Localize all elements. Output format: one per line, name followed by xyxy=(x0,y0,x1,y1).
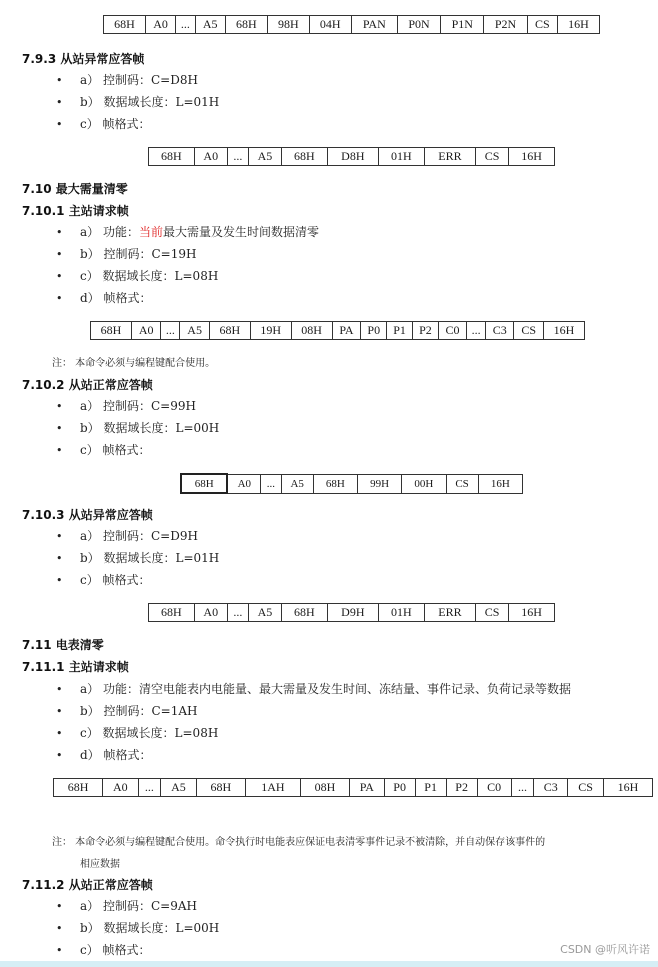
frame-cell: ERR xyxy=(424,604,475,622)
frame-cell: 98H xyxy=(267,16,309,34)
frame-cell: CS xyxy=(476,148,509,166)
frame-cell: A0 xyxy=(145,16,175,34)
frame-cell: ... xyxy=(227,148,248,166)
item-text: b） 控制码：C=19H xyxy=(80,247,197,261)
item-text: d） 帧格式： xyxy=(80,291,152,305)
frame-cell: 16H xyxy=(478,474,522,493)
frame-cell: 68H xyxy=(149,604,195,622)
list-item xyxy=(56,571,151,588)
frame-cell: C0 xyxy=(477,779,511,797)
frame-cell: PA xyxy=(332,322,361,340)
frame-cell: ... xyxy=(161,322,180,340)
bullet: • xyxy=(56,944,63,957)
watermark: CSDN @听风许诺 xyxy=(560,943,650,956)
frame-cell: 16H xyxy=(543,322,584,340)
list-item xyxy=(56,267,218,284)
frame-cell: 68H xyxy=(281,604,327,622)
bullet: • xyxy=(56,96,63,109)
frame-cell: ... xyxy=(467,322,486,340)
frame-table-7-10-3 xyxy=(148,603,555,622)
list-item xyxy=(56,897,197,914)
item-text: b） 数据域长度：L=00H xyxy=(80,921,220,935)
item-text: b） 数据域长度：L=01H xyxy=(80,95,220,109)
frame-cell: A5 xyxy=(161,779,197,797)
item-text: c） 帧格式： xyxy=(80,573,151,587)
item-text: a） 控制码：C=D8H xyxy=(80,73,198,87)
item-text: b） 数据域长度：L=00H xyxy=(80,421,220,435)
frame-cell: A5 xyxy=(248,148,281,166)
note: 注： 本命令必须与编程键配合使用。命令执行时电能表应保证电表清零事件记录不被清除，并自动保存该事件的 xyxy=(52,837,546,848)
frame-cell: 1AH xyxy=(245,779,300,797)
frame-cell: ... xyxy=(227,604,248,622)
frame-cell: 68H xyxy=(91,322,132,340)
section-heading-7-10-2: 7.10.2 从站正常应答帧 xyxy=(22,378,153,392)
bullet: • xyxy=(56,226,63,239)
item-text: c） 帧格式： xyxy=(80,117,151,131)
frame-cell: A0 xyxy=(103,779,139,797)
frame-cell: C3 xyxy=(486,322,514,340)
frame-cell: 68H xyxy=(149,148,195,166)
item-text: 最大需量及发生时间数据清零 xyxy=(163,225,320,239)
frame-cell: 68H xyxy=(181,474,227,493)
frame-cell: 68H xyxy=(196,779,245,797)
frame-cell: D8H xyxy=(327,148,378,166)
frame-cell: ERR xyxy=(424,148,475,166)
bullet: • xyxy=(56,922,63,935)
footer-bar xyxy=(0,961,658,967)
frame-cell: A0 xyxy=(194,604,227,622)
frame-cell: P1N xyxy=(441,16,484,34)
item-text: a） 控制码：C=D9H xyxy=(80,529,198,543)
frame-cell: P0 xyxy=(361,322,387,340)
frame-cell: 08H xyxy=(291,322,332,340)
frame-cell: 68H xyxy=(209,322,250,340)
frame-cell: A0 xyxy=(131,322,161,340)
bullet: • xyxy=(56,422,63,435)
frame-row xyxy=(149,148,555,166)
list-item xyxy=(56,245,196,262)
frame-cell: A5 xyxy=(248,604,281,622)
item-text: a） 功能： xyxy=(80,225,139,239)
frame-row xyxy=(91,322,585,340)
item-text: c） 数据域长度：L=08H xyxy=(80,269,219,283)
list-item xyxy=(56,724,218,741)
frame-cell: PA xyxy=(350,779,385,797)
frame-cell: C0 xyxy=(438,322,466,340)
section-heading-7-11-1: 7.11.1 主站请求帧 xyxy=(22,660,129,674)
bullet: • xyxy=(56,292,63,305)
item-text: d） 帧格式： xyxy=(80,748,152,762)
frame-cell: PAN xyxy=(351,16,397,34)
item-text: a） 控制码：C=9AH xyxy=(80,899,197,913)
list-item xyxy=(56,746,152,763)
list-item xyxy=(56,549,219,566)
frame-cell: P0 xyxy=(384,779,415,797)
note-continuation: 相应数据 xyxy=(80,859,120,870)
bullet: • xyxy=(56,118,63,131)
list-item xyxy=(56,941,151,958)
item-text: c） 数据域长度：L=08H xyxy=(80,726,219,740)
bullet: • xyxy=(56,683,63,696)
item-text: c） 帧格式： xyxy=(80,943,151,957)
bullet: • xyxy=(56,574,63,587)
frame-cell: CS xyxy=(527,16,557,34)
frame-cell: 68H xyxy=(281,148,327,166)
highlight-text: 当前 xyxy=(138,225,163,239)
list-item xyxy=(56,441,151,458)
list-item xyxy=(56,680,571,697)
frame-cell: 68H xyxy=(54,779,103,797)
frame-cell: P2N xyxy=(484,16,527,34)
item-text: b） 控制码：C=1AH xyxy=(80,704,198,718)
frame-cell: P1 xyxy=(387,322,413,340)
frame-cell: 16H xyxy=(509,148,555,166)
bullet: • xyxy=(56,705,63,718)
section-heading-7-11: 7.11 电表清零 xyxy=(22,638,104,652)
frame-cell: CS xyxy=(446,474,478,493)
frame-table-7-10-2 xyxy=(180,473,523,494)
item-text: a） 功能：清空电能表内电能量、最大需量及发生时间、冻结量、事件记录、负荷记录等数据 xyxy=(80,682,571,696)
frame-row xyxy=(149,604,555,622)
list-item xyxy=(56,71,198,88)
frame-cell: P2 xyxy=(413,322,439,340)
bullet: • xyxy=(56,270,63,283)
item-text: b） 数据域长度：L=01H xyxy=(80,551,220,565)
bullet: • xyxy=(56,900,63,913)
frame-row xyxy=(181,474,523,493)
bullet: • xyxy=(56,74,63,87)
frame-row xyxy=(54,779,653,797)
frame-cell: 16H xyxy=(557,16,599,34)
bullet: • xyxy=(56,552,63,565)
note: 注： 本命令必须与编程键配合使用。 xyxy=(52,358,216,369)
list-item xyxy=(56,289,152,306)
frame-cell: C3 xyxy=(534,779,568,797)
bullet: • xyxy=(56,248,63,261)
frame-cell: D9H xyxy=(327,604,378,622)
frame-cell: P2 xyxy=(446,779,477,797)
frame-cell: 00H xyxy=(402,474,446,493)
item-text: c） 帧格式： xyxy=(80,443,151,457)
frame-cell: A5 xyxy=(281,474,313,493)
section-heading-7-10-1: 7.10.1 主站请求帧 xyxy=(22,204,129,218)
list-item xyxy=(56,419,219,436)
frame-cell: 68H xyxy=(225,16,267,34)
frame-cell: 04H xyxy=(309,16,351,34)
frame-cell: A5 xyxy=(195,16,225,34)
item-text: a） 控制码：C=99H xyxy=(80,399,196,413)
frame-cell: CS xyxy=(514,322,544,340)
frame-cell: 16H xyxy=(603,779,652,797)
frame-cell: ... xyxy=(261,474,282,493)
frame-cell: P1 xyxy=(415,779,446,797)
section-heading-7-9-3: 7.9.3 从站异常应答帧 xyxy=(22,52,145,66)
bullet: • xyxy=(56,444,63,457)
frame-table-top xyxy=(103,15,600,34)
list-item xyxy=(56,702,198,719)
frame-cell: 99H xyxy=(358,474,402,493)
list-item xyxy=(56,115,151,132)
frame-cell: P0N xyxy=(397,16,440,34)
frame-cell: CS xyxy=(476,604,509,622)
frame-cell: A0 xyxy=(194,148,227,166)
frame-table-7-11-1 xyxy=(53,778,653,797)
frame-cell: 68H xyxy=(104,16,146,34)
frame-table-7-10-1 xyxy=(90,321,585,340)
frame-cell: 08H xyxy=(300,779,349,797)
bullet: • xyxy=(56,400,63,413)
list-item xyxy=(56,527,198,544)
frame-cell: 16H xyxy=(509,604,555,622)
frame-row xyxy=(104,16,600,34)
frame-cell: ... xyxy=(176,16,195,34)
list-item xyxy=(56,919,219,936)
frame-table-7-9-3 xyxy=(148,147,555,166)
frame-cell: 68H xyxy=(313,474,357,493)
bullet: • xyxy=(56,749,63,762)
section-heading-7-10-3: 7.10.3 从站异常应答帧 xyxy=(22,508,153,522)
frame-cell: 01H xyxy=(379,604,425,622)
frame-cell: CS xyxy=(568,779,604,797)
list-item xyxy=(56,93,219,110)
frame-cell: 19H xyxy=(250,322,291,340)
list-item xyxy=(56,397,196,414)
frame-cell: A5 xyxy=(180,322,210,340)
section-heading-7-11-2: 7.11.2 从站正常应答帧 xyxy=(22,878,153,892)
bullet: • xyxy=(56,530,63,543)
frame-cell: ... xyxy=(511,779,534,797)
section-heading-7-10: 7.10 最大需量清零 xyxy=(22,182,128,196)
frame-cell: 01H xyxy=(379,148,425,166)
bullet: • xyxy=(56,727,63,740)
list-item xyxy=(56,223,319,240)
frame-cell: A0 xyxy=(227,474,260,493)
frame-cell: ... xyxy=(138,779,161,797)
